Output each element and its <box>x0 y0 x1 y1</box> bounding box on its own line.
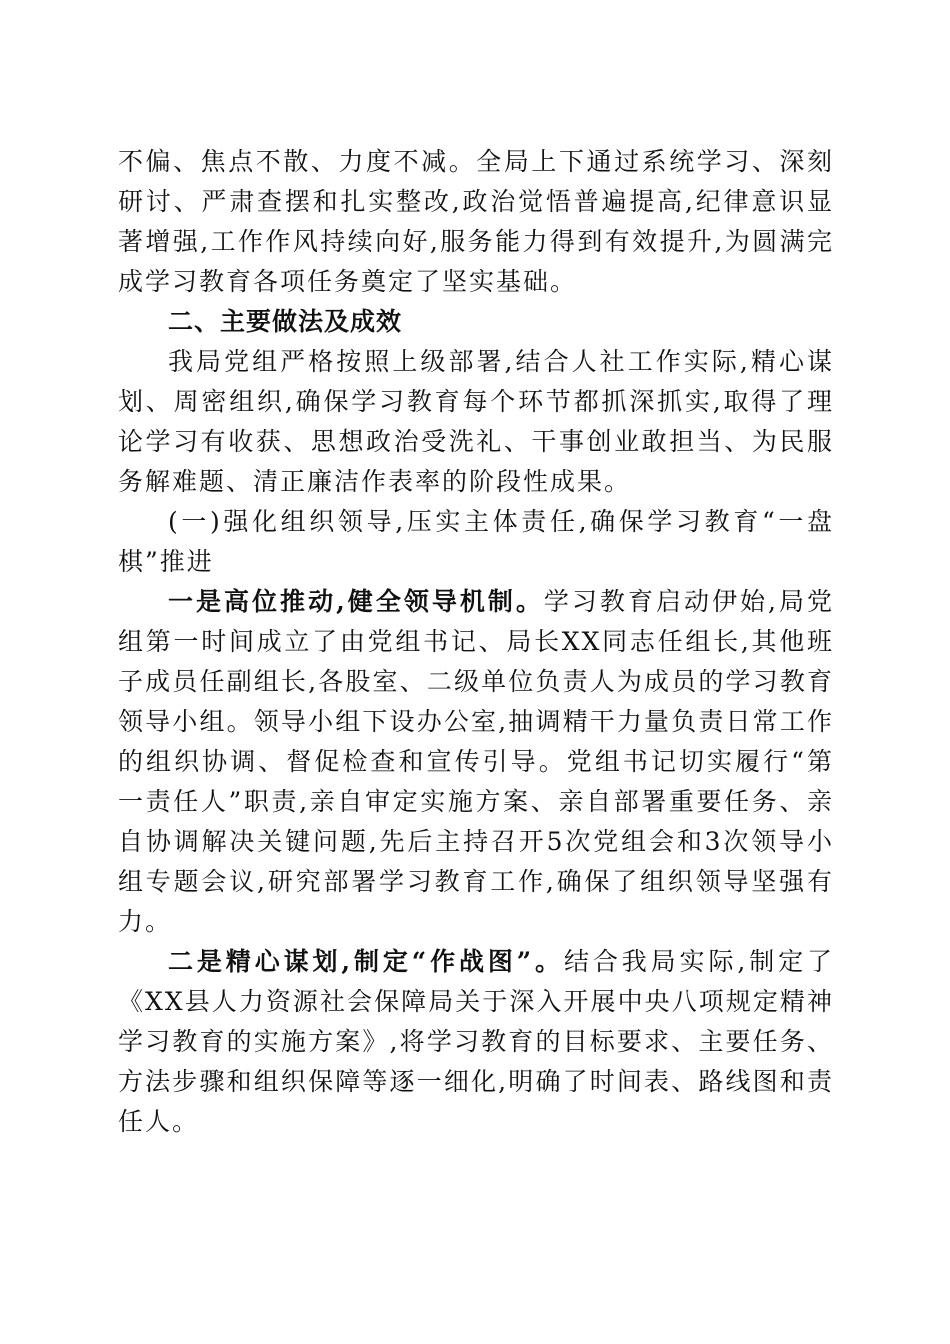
paragraph-lead-phrase: 一是高位推动,健全领导机制。 <box>168 587 544 616</box>
section-heading: 二、主要做法及成效 <box>168 307 403 336</box>
paragraph-body: 学习教育启动伊始,局党组第一时间成立了由党组书记、局长XX同志任组长,其他班子成员任副组长,各股室、二级单位负责人为成员的学习教育领导小组。领导小组下设办公室,抽调精干力量负责日常工作的组织协调、督促检查和宣传引导。党组书记切实履行“第一责任人”职责,亲自审定实施方案、亲自部署重要任务、亲自协调解决关键问题,先后主持召开5次党组会和3次领导小组专题会议,研究部署学习教育工作,确保了组织领导坚强有力。 <box>118 587 834 936</box>
paragraph-leadership <box>118 582 834 942</box>
document-page <box>118 142 834 1142</box>
paragraph-body: 结合我局实际,制定了《XX县人力资源社会保障局关于深入开展中央八项规定精神学习教育的实施方案》,将学习教育的目标要求、主要任务、方法步骤和组织保障等逐一细化,明确了时间表、路线图和责任人。 <box>118 947 834 1136</box>
paragraph-overview: 我局党组严格按照上级部署,结合人社工作实际,精心谋划、周密组织,确保学习教育每个环节都抓深抓实,取得了理论学习有收获、思想政治受洗礼、干事创业敢担当、为民服务解难题、清正廉洁作表率的阶段性成果。 <box>118 347 834 496</box>
paragraph-planning <box>118 942 834 1142</box>
paragraph-lead-phrase: 二是精心谋划,制定“作战图”。 <box>168 947 564 976</box>
subsection-heading: (一)强化组织领导,压实主体责任,确保学习教育“一盘棋”推进 <box>118 507 834 576</box>
paragraph-continuation: 不偏、焦点不散、力度不减。全局上下通过系统学习、深刻研讨、严肃查摆和扎实整改,政治觉悟普遍提高,纪律意识显著增强,工作作风持续向好,服务能力得到有效提升,为圆满完成学习教育各项任务奠定了坚实基础。 <box>118 147 834 296</box>
